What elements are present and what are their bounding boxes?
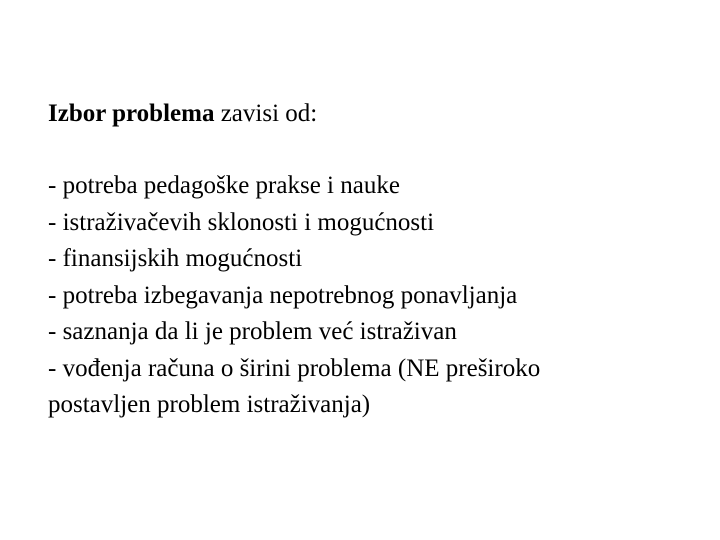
list-item: - saznanja da li je problem već istraživan bbox=[48, 318, 457, 345]
factor-list bbox=[48, 168, 688, 424]
list-item: - finansijskih mogućnosti bbox=[48, 245, 303, 272]
heading-bold-text: Izbor problema bbox=[48, 100, 215, 127]
list-item: postavljen problem istraživanja) bbox=[48, 391, 371, 418]
slide-heading bbox=[48, 96, 317, 132]
list-item: - potreba izbegavanja nepotrebnog ponavljanja bbox=[48, 281, 518, 309]
heading-regular-text: zavisi od: bbox=[214, 100, 318, 127]
list-item: - vođenja računa o širini problema (NE preširoko bbox=[48, 354, 541, 382]
list-item: - istraživačevih sklonosti i mogućnosti bbox=[48, 208, 435, 236]
list-item: - potreba pedagoške prakse i nauke bbox=[48, 172, 400, 199]
